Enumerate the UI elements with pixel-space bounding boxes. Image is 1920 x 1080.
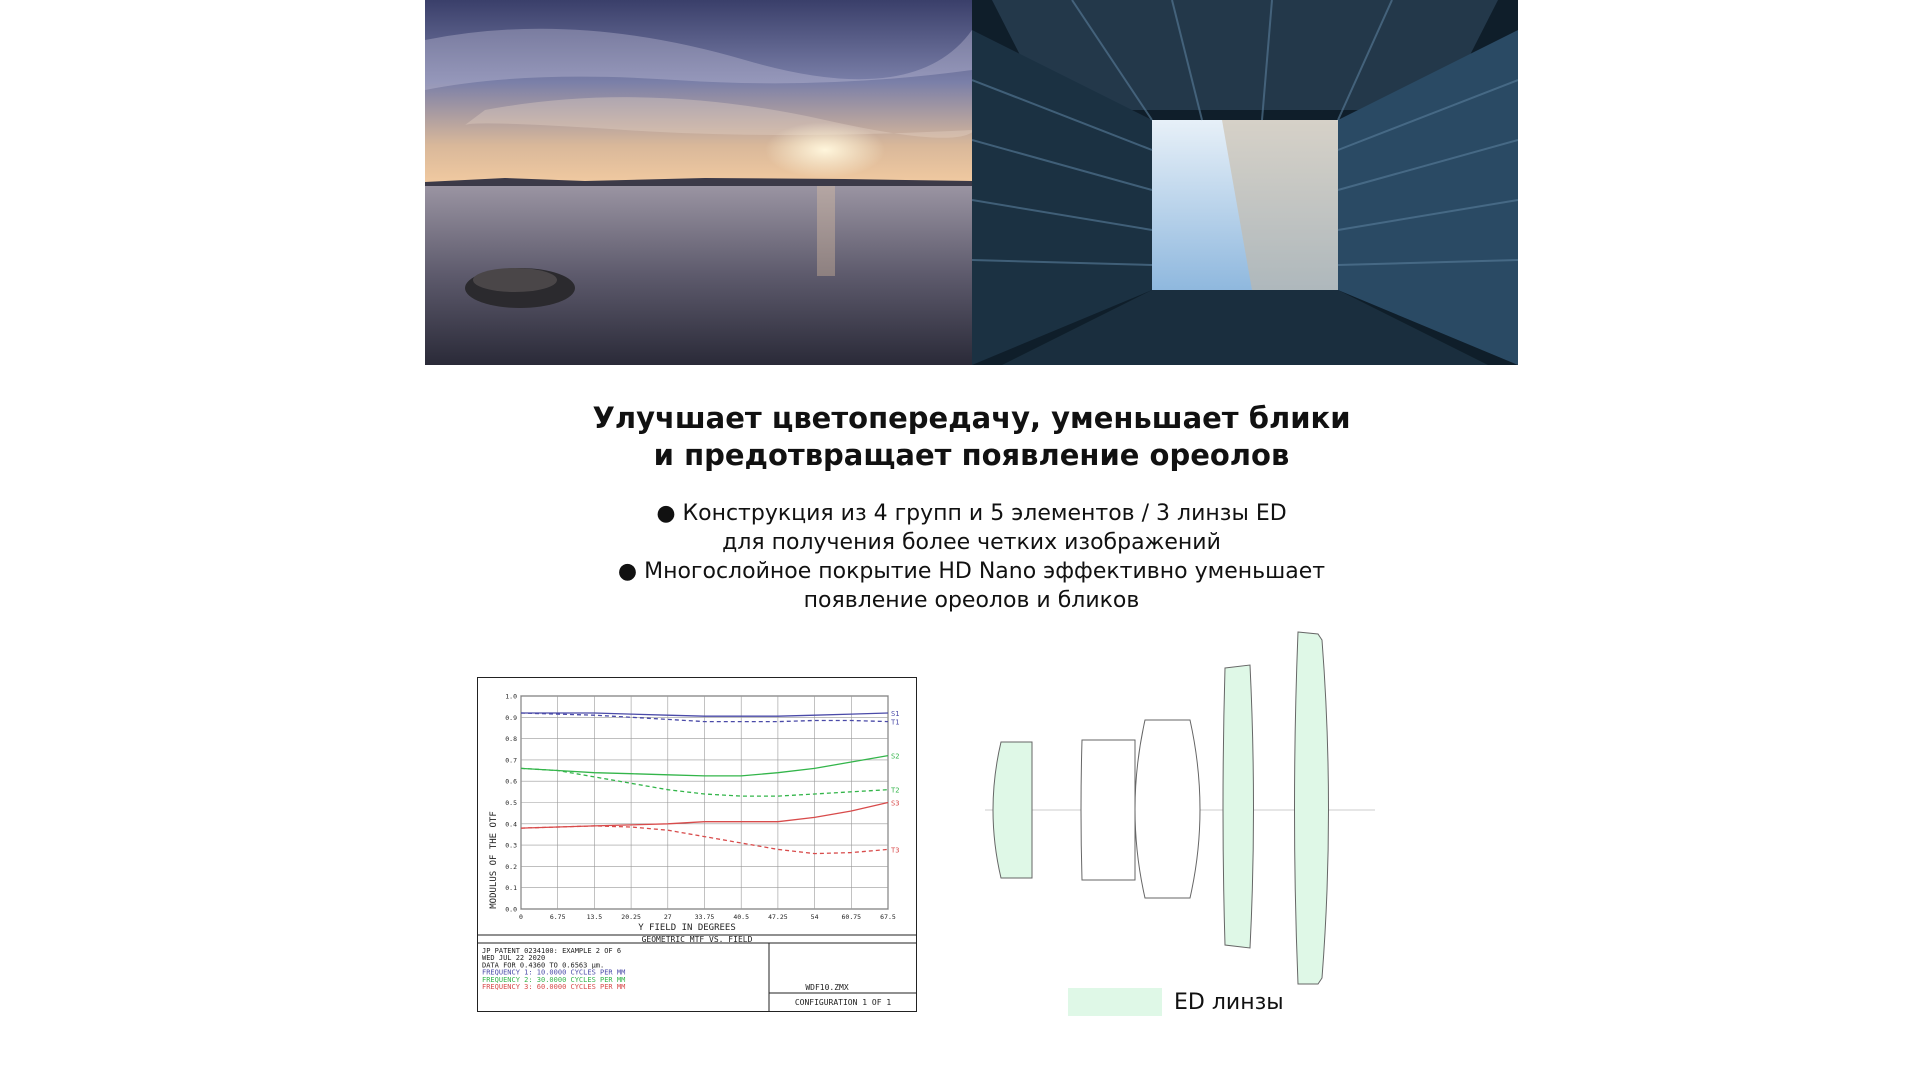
chart-file-name: WDF10.ZMX: [805, 983, 849, 992]
y-tick-label: 0.5: [505, 799, 517, 807]
y-tick-label: 0.4: [505, 820, 517, 829]
y-tick-label: 1.0: [505, 692, 517, 701]
mtf-chart: [477, 677, 917, 1012]
chart-info-lines: [482, 947, 625, 991]
mtf-chart-svg: [477, 677, 917, 1012]
y-tick-label: 0.1: [505, 884, 517, 893]
series-label-s1: S1: [891, 710, 900, 719]
y-tick-label: 0.6: [505, 777, 517, 786]
bullet-2-line-1: ● Многослойное покрытие HD Nano эффективно уменьшает: [617, 559, 1326, 584]
headline-line-2: и предотвращает появление ореолов: [653, 438, 1290, 472]
series-label-t1: T1: [891, 718, 900, 727]
seascape-photo: [425, 0, 972, 365]
y-tick-label: 0.9: [505, 713, 517, 722]
headline-line-1: Улучшает цветопередачу, уменьшает блики: [592, 401, 1351, 435]
x-tick-label: 20.25: [621, 913, 641, 921]
x-tick-label: 40.5: [733, 913, 750, 921]
chart-configuration: CONFIGURATION 1 OF 1: [794, 998, 892, 1007]
chart-info-line: FREQUENCY 1: 10.0000 CYCLES PER MM: [482, 968, 626, 977]
chart-info-line: FREQUENCY 3: 60.0000 CYCLES PER MM: [482, 983, 626, 991]
chart-info-line: JP PATENT 0234100: EXAMPLE 2 OF 6: [482, 947, 622, 955]
chart-info-line: FREQUENCY 2: 30.0000 CYCLES PER MM: [482, 975, 626, 984]
chart-title: GEOMETRIC MTF VS. FIELD: [641, 935, 753, 944]
x-tick-label: 54: [810, 913, 819, 921]
lens-element-ed-1: [993, 742, 1032, 878]
lens-element-ed-3: [1295, 632, 1329, 984]
lens-element-2: [1081, 740, 1135, 880]
building-fisheye-photo: [972, 0, 1518, 365]
headline: [425, 400, 1518, 474]
legend-label: ED линзы: [1174, 989, 1284, 1015]
x-tick-label: 27: [663, 913, 672, 921]
x-tick-label: 13.5: [586, 913, 603, 921]
lens-diagram: [985, 630, 1375, 990]
x-tick-label: 60.75: [841, 913, 862, 921]
x-tick-label: 0: [519, 913, 523, 921]
x-tick-label: 67.5: [880, 913, 896, 921]
y-tick-label: 0.3: [505, 841, 517, 850]
series-label-t2: T2: [891, 786, 900, 795]
chart-info-line: WED JUL 22 2020: [482, 954, 546, 963]
chart-info-line: DATA FOR 0.4360 TO 0.6563 µm.: [482, 961, 605, 970]
y-tick-label: 0.7: [505, 756, 517, 765]
y-tick-label: 0.0: [505, 905, 517, 914]
bullet-1-line-2: для получения более четких изображений: [722, 530, 1221, 555]
feature-bullets: [425, 499, 1518, 615]
series-label-s3: S3: [891, 799, 900, 808]
bullet-2-line-2: появление ореолов и бликов: [803, 588, 1140, 613]
x-axis-label: Y FIELD IN DEGREES: [638, 923, 736, 933]
y-axis-label: MODULUS OF THE OTF: [489, 811, 499, 909]
bullet-1-line-1: ● Конструкция из 4 групп и 5 элементов / 3 линзы ED: [656, 501, 1287, 526]
series-label-s2: S2: [891, 752, 900, 761]
legend-swatch: [1068, 988, 1162, 1016]
series-label-t3: T3: [891, 846, 900, 855]
lens-element-ed-2: [1223, 665, 1254, 948]
lens-element-3: [1135, 720, 1200, 898]
x-tick-label: 47.25: [768, 913, 788, 921]
y-tick-label: 0.2: [505, 862, 517, 871]
x-tick-label: 6.75: [549, 913, 566, 921]
y-tick-label: 0.8: [505, 735, 517, 744]
x-tick-label: 33.75: [694, 913, 715, 921]
legend: [1068, 986, 1284, 1018]
